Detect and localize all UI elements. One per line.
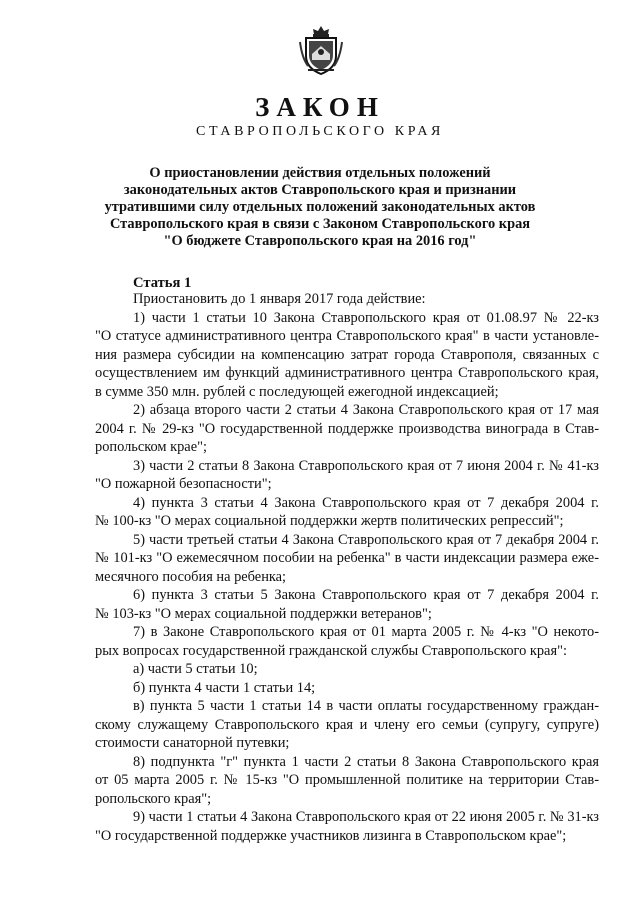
heading-line: законодательных актов Ставропольского края и признании [123, 182, 517, 198]
paragraph-line: 1) части 1 статьи 10 Закона Ставропольского края от 01.08.97 № 22-кз [133, 309, 599, 326]
paragraph-line: № 101-кз "О ежемесячном пособии на ребенка" в части индексации размера еже- [95, 550, 599, 566]
paragraph-line: 9) части 1 статьи 4 Закона Ставропольского края от 22 июня 2005 г. № 31-кз [133, 809, 599, 825]
paragraph-line: 7) в Законе Ставропольского края от 01 марта 2005 г. № 4-кз "О некото- [133, 624, 599, 640]
paragraph-line: "О статусе административного центра Ставропольского края" в части установле- [95, 328, 599, 344]
paragraph-line: стоимости санаторной путевки; [95, 735, 290, 751]
paragraph-line: № 100-кз "О мерах социальной поддержки жертв политических репрессий"; [95, 513, 564, 529]
paragraph-line: № 103-кз "О мерах социальной поддержки ветеранов"; [95, 605, 432, 622]
paragraph-line: рых вопросах государственной гражданской службы Ставропольского края": [95, 642, 567, 659]
paragraph-line: от 05 марта 2005 г. № 15-кз "О промышленной политике на территории Став- [95, 772, 599, 788]
paragraph-line: 2) абзаца второго части 2 статьи 4 Закона Ставропольского края от 17 мая [133, 402, 599, 418]
paragraph-line: 2004 г. № 29-кз "О государственной поддержке производства винограда в Став- [95, 420, 599, 437]
paragraph [95, 401, 599, 457]
paragraph [95, 531, 599, 587]
article-body [95, 290, 599, 845]
paragraph-line: "О пожарной безопасности"; [95, 476, 272, 492]
paragraph [95, 623, 599, 660]
paragraph-line: 3) части 2 статьи 8 Закона Ставропольского края от 7 июня 2004 г. № 41-кз [133, 457, 599, 474]
paragraph [95, 697, 599, 753]
paragraph [95, 586, 599, 623]
paragraph-line: в сумме 350 млн. рублей с последующей ежегодной индексацией; [95, 383, 499, 400]
paragraph-line: "О государственной поддержке участников лизинга в Ставропольском крае"; [95, 827, 567, 844]
paragraph [95, 457, 599, 494]
paragraph-list [95, 309, 599, 846]
article-title: Статья 1 [133, 275, 192, 291]
heading-line: Ставропольского края в связи с Законом Ставропольского края [109, 216, 531, 232]
law-heading [95, 165, 545, 250]
document-title: ЗАКОН [255, 92, 385, 122]
paragraph [95, 494, 599, 531]
document-subtitle: СТАВРОПОЛЬСКОГО КРАЯ [196, 124, 444, 139]
coat-of-arms-icon [298, 24, 344, 76]
paragraph-line: в) пункта 5 части 1 статьи 14 в части оплаты государственному граждан- [133, 698, 599, 714]
paragraph-line: скому служащему Ставропольского края и члену его семьи (супругу, супруге) [95, 716, 599, 733]
paragraph [95, 808, 599, 845]
paragraph-line: 6) пункта 3 статьи 5 Закона Ставропольского края от 7 декабря 2004 г. [133, 587, 599, 603]
paragraph-line: а) части 5 статьи 10; [133, 661, 258, 677]
paragraph-line: ропольского края"; [95, 790, 212, 807]
paragraph [95, 753, 599, 809]
paragraph-line: б) пункта 4 части 1 статьи 14; [133, 679, 316, 696]
paragraph [95, 660, 599, 679]
heading-line: утратившими силу отдельных положений законодательных актов [104, 199, 536, 215]
paragraph [95, 679, 599, 698]
paragraph-line: осуществлением им функций административного центра Ставропольского края, [95, 365, 599, 381]
paragraph-line: ропольском крае"; [95, 439, 207, 455]
paragraph-line: 8) подпункта "г" пункта 1 части 2 статьи 8 Закона Ставропольского края [133, 753, 599, 770]
heading-line: "О бюджете Ставропольского края на 2016 год" [163, 233, 477, 249]
heading-line: О приостановлении действия отдельных положений [149, 165, 491, 181]
paragraph-line: 5) части третьей статьи 4 Закона Ставропольского края от 7 декабря 2004 г. [133, 531, 599, 548]
paragraph-line: ния размера субсидии на компенсацию затрат города Ставрополя, связанных с [95, 346, 599, 363]
paragraph-line: 4) пункта 3 статьи 4 Закона Ставропольского края от 7 декабря 2004 г. [133, 494, 599, 511]
paragraph [95, 309, 599, 402]
article-intro: Приостановить до 1 января 2017 года действие: [133, 291, 426, 307]
paragraph-line: месячного пособия на ребенка; [95, 568, 287, 585]
